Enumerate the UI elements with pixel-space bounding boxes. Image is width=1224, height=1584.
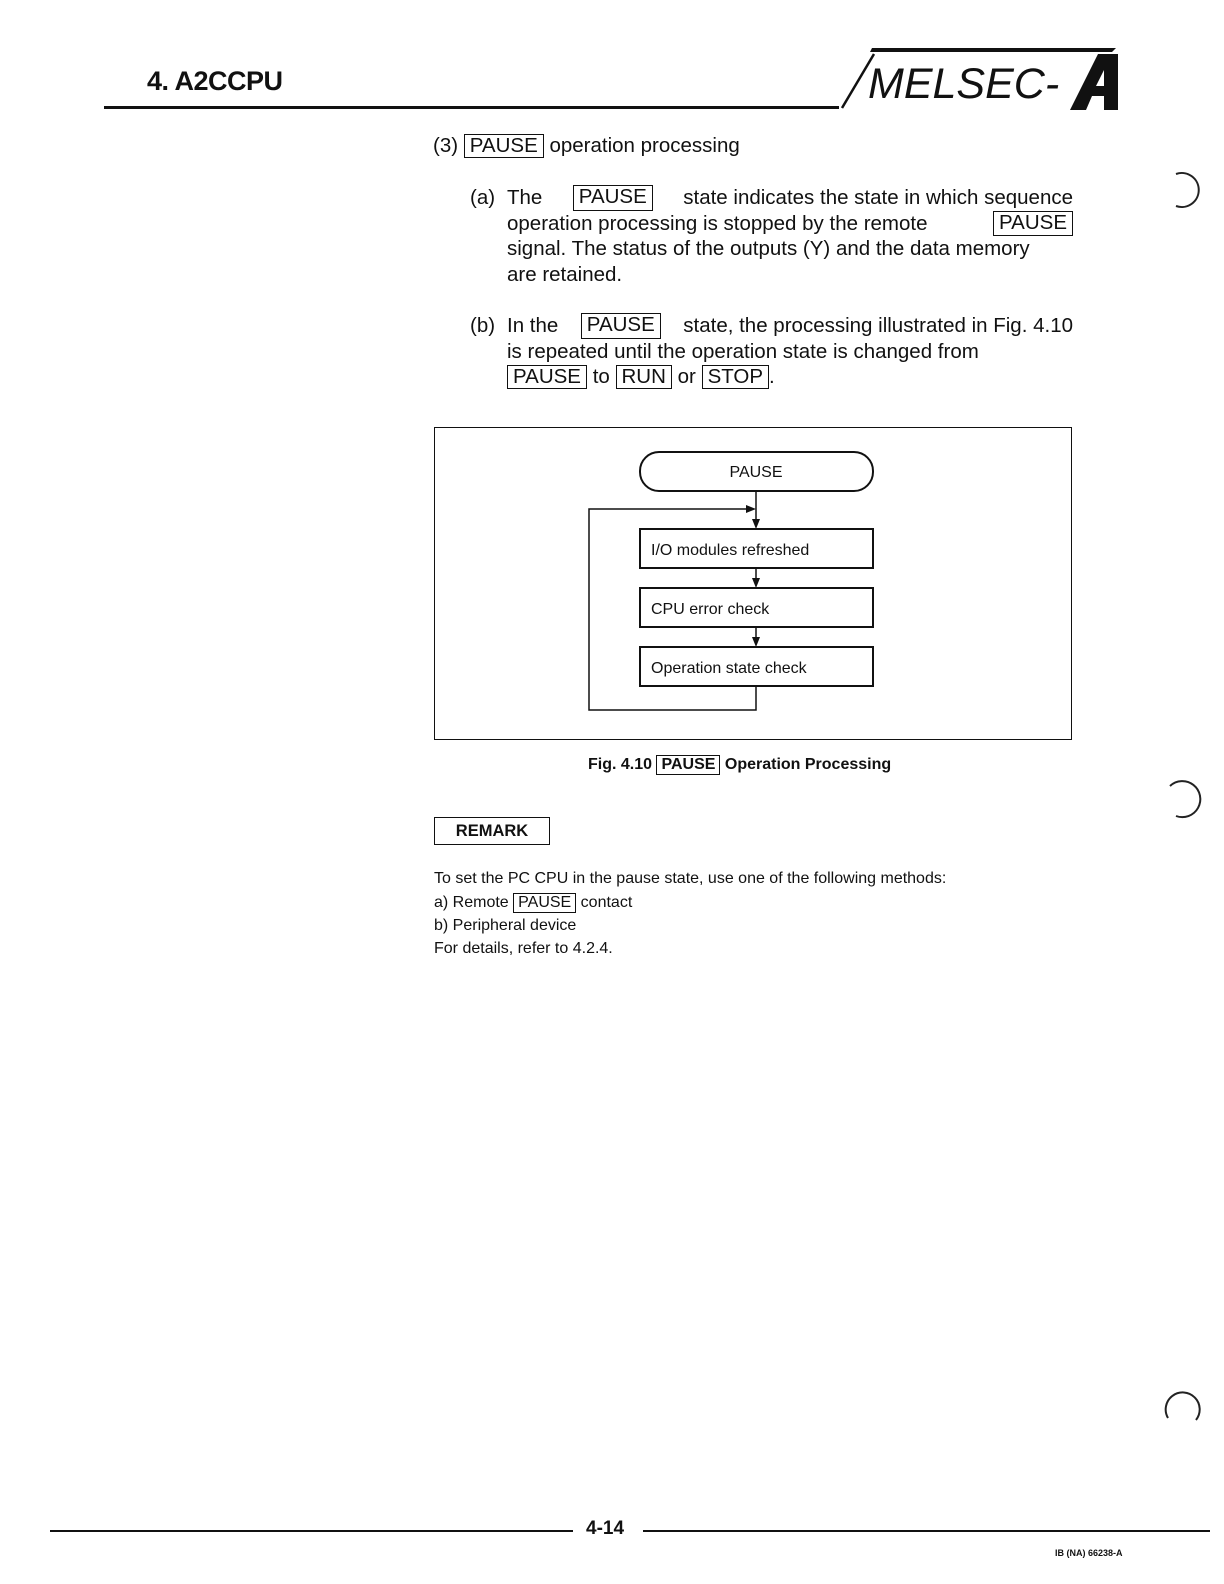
flowchart [434, 427, 1074, 741]
figure-caption [588, 755, 891, 775]
run-key-label: RUN [616, 365, 672, 389]
para-b-text: or [677, 365, 696, 388]
para-b-text: state, the processing illustrated in Fig. 4.10 [683, 314, 1073, 337]
flowchart-step-label: Operation state check [651, 660, 807, 677]
flowchart-step-label: I/O modules refreshed [651, 542, 810, 559]
caption-text: Operation Processing [724, 756, 892, 773]
para-b-label: (b) [470, 314, 496, 337]
pause-key-label: PAUSE [993, 211, 1073, 237]
pause-key-label: PAUSE [464, 134, 544, 158]
para-a-text: state indicates the state in which sequence [683, 186, 1073, 209]
footer-rule [643, 1530, 1210, 1532]
melsec-a-logo [836, 48, 1122, 114]
para-a-text: The [507, 186, 543, 209]
section-heading-text: operation processing [549, 134, 740, 157]
punch-hole-icon [1166, 776, 1206, 820]
footer-rule [50, 1530, 573, 1532]
section-number: (3) [433, 134, 459, 157]
section-title: 4. A2CCPU [147, 66, 283, 96]
arrow-icon [746, 505, 756, 513]
flowchart-start-label: PAUSE [729, 464, 783, 481]
para-a-text: are retained. [507, 262, 623, 286]
remark-line: To set the PC CPU in the pause state, use one of the following methods: [434, 870, 947, 887]
para-b-text: is repeated until the operation state is changed from [507, 339, 979, 363]
arrow-icon [752, 578, 760, 588]
caption-text: Fig. 4.10 [588, 756, 653, 773]
remark-label: REMARK [434, 817, 550, 845]
remark-line: b) Peripheral device [434, 917, 577, 934]
punch-hole-icon [1170, 168, 1210, 212]
pause-key-label: PAUSE [573, 185, 653, 211]
arrow-icon [752, 519, 760, 529]
flowchart-step-label: CPU error check [651, 601, 770, 618]
pause-key-label: PAUSE [513, 893, 576, 913]
para-b [507, 313, 1073, 390]
para-a-text: signal. The status of the outputs (Y) and the data memory [507, 237, 1030, 260]
remark-line [434, 893, 632, 913]
pause-key-label: PAUSE [581, 313, 661, 339]
section-heading [433, 133, 740, 159]
para-a-text: operation processing is stopped by the remote [507, 211, 928, 235]
page-number: 4-14 [586, 1518, 625, 1539]
pause-key-label: PAUSE [656, 755, 720, 775]
stop-key-label: STOP [702, 365, 769, 389]
para-b-text: In the [507, 314, 559, 337]
remark-line: For details, refer to 4.2.4. [434, 940, 613, 957]
arrow-icon [752, 637, 760, 647]
pause-key-label: PAUSE [507, 365, 587, 389]
para-a-label: (a) [470, 186, 496, 209]
header-rule [104, 106, 839, 109]
para-a [507, 185, 1073, 287]
punch-hole-icon [1162, 1384, 1202, 1428]
remark-text: a) Remote [434, 894, 509, 911]
svg-text:MELSEC-: MELSEC- [868, 60, 1060, 108]
para-b-text: . [769, 365, 775, 388]
remark-text: contact [580, 894, 633, 911]
para-b-text: to [592, 365, 610, 388]
document-code: IB (NA) 66238-A [1055, 1548, 1123, 1558]
